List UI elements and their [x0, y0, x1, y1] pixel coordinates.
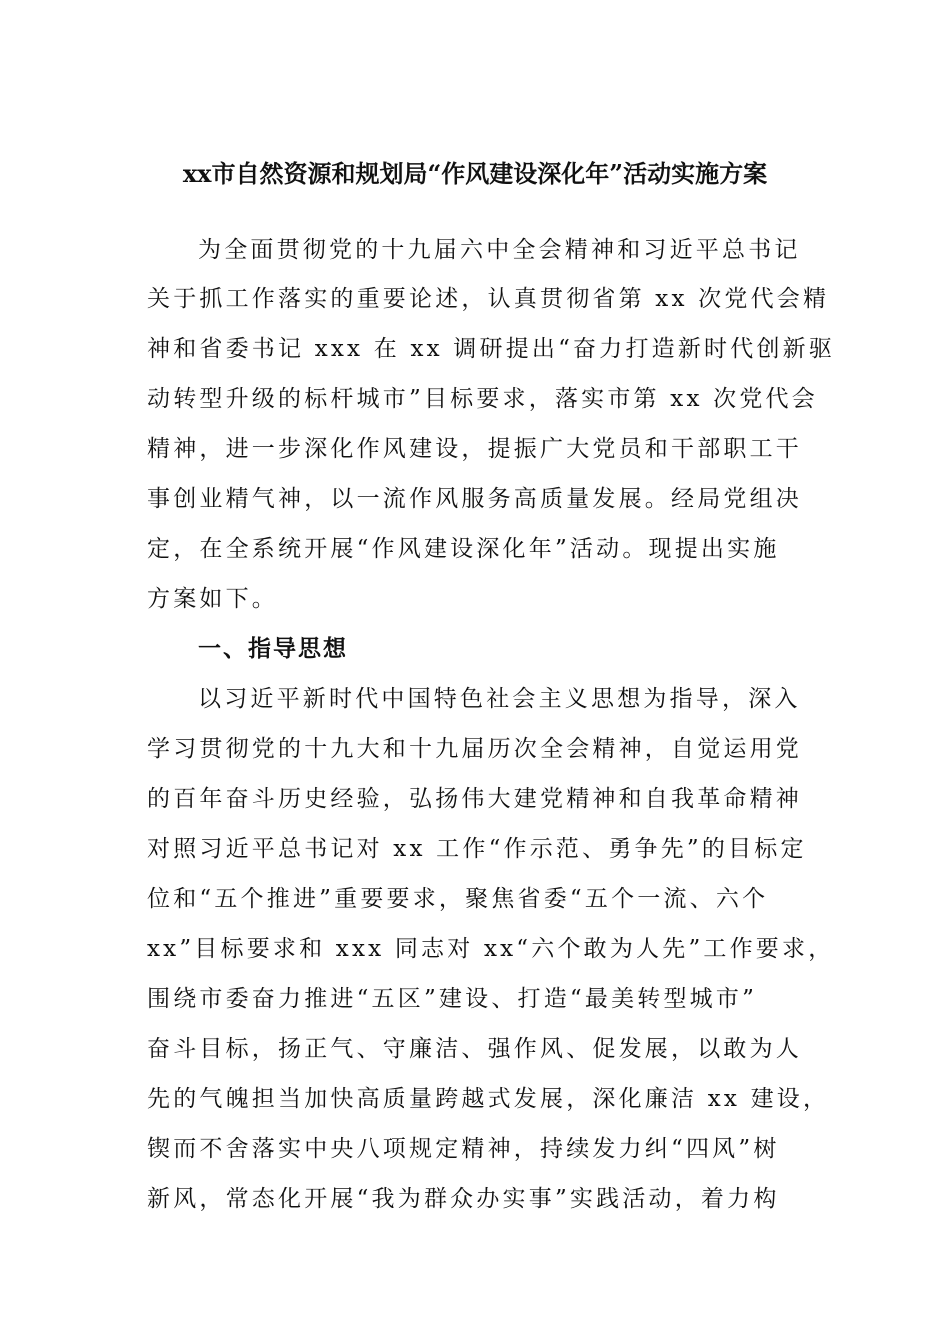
paragraph-line: 精神，进一步深化作风建设，提振广大党员和干部职工干: [147, 436, 802, 462]
paragraph-line: xx”目标要求和 xxx 同志对 xx“六个敢为人先”工作要求，: [147, 936, 835, 962]
paragraph-line: 事创业精气神，以一流作风服务高质量发展。经局党组决: [147, 486, 802, 512]
paragraph-line: 先的气魄担当加快高质量跨越式发展，深化廉洁 xx 建设，: [147, 1086, 830, 1112]
paragraph-line: 动转型升级的标杆城市”目标要求，落实市第 xx 次党代会: [147, 386, 818, 412]
paragraph-line: 新风，常态化开展“我为群众办实事”实践活动，着力构: [147, 1186, 780, 1212]
section-heading: 一、指导思想: [198, 636, 348, 662]
paragraph-line: 神和省委书记 xxx 在 xx 调研提出“奋力打造新时代创新驱: [147, 336, 836, 362]
paragraph-line: 方案如下。: [147, 586, 278, 612]
paragraph-line: 的百年奋斗历史经验，弘扬伟大建党精神和自我革命精神: [147, 786, 802, 812]
paragraph-line: 位和“五个推进”重要要求，聚焦省委“五个一流、六个: [147, 886, 769, 912]
document-title: xx市自然资源和规划局“作风建设深化年”活动实施方案: [182, 159, 768, 188]
paragraph-line: 锲而不舍落实中央八项规定精神，持续发力纠“四风”树: [147, 1136, 780, 1162]
paragraph-line: 关于抓工作落实的重要论述，认真贯彻省第 xx 次党代会精: [147, 286, 830, 312]
paragraph-line: 奋斗目标，扬正气、守廉洁、强作风、促发展，以敢为人: [147, 1036, 802, 1062]
paragraph-line: 学习贯彻党的十九大和十九届历次全会精神，自觉运用党: [147, 736, 802, 762]
paragraph-line: 定，在全系统开展“作风建设深化年”活动。现提出实施: [147, 536, 780, 562]
paragraph-line: 围绕市委奋力推进“五区”建设、打造“最美转型城市”: [147, 986, 758, 1012]
paragraph-line: 以习近平新时代中国特色社会主义思想为指导，深入: [198, 686, 801, 712]
paragraph-line: 为全面贯彻党的十九届六中全会精神和习近平总书记: [198, 237, 801, 263]
paragraph-line: 对照习近平总书记对 xx 工作“作示范、勇争先”的目标定: [147, 836, 807, 862]
